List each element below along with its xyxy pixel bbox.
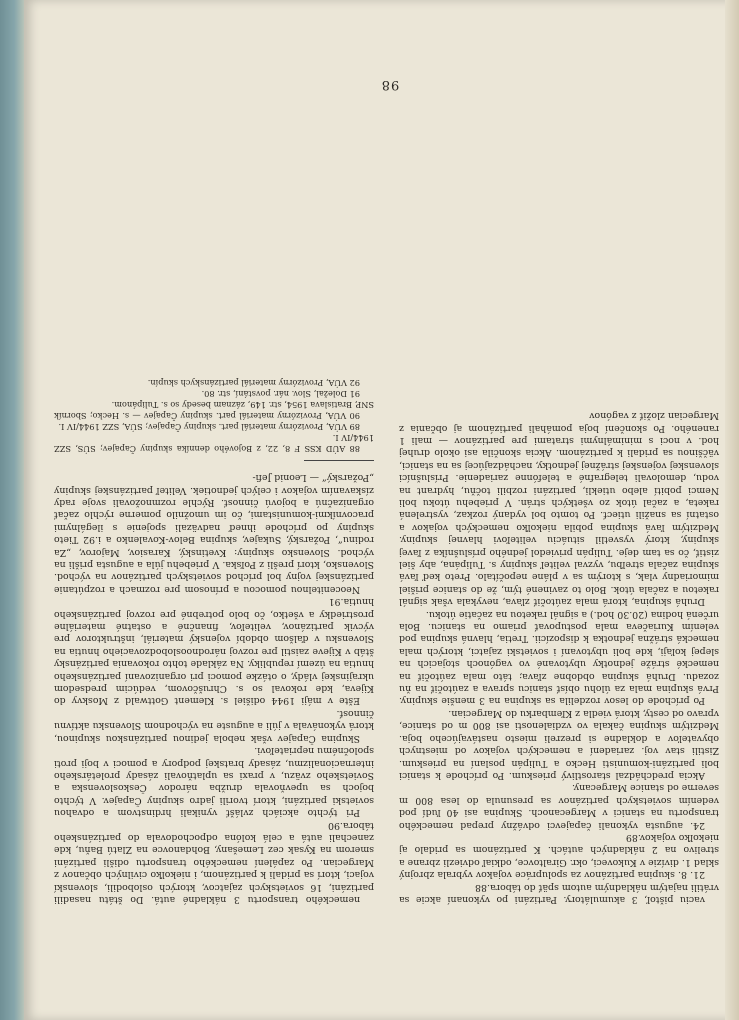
upside-down-page-content bbox=[24, 0, 739, 1020]
paragraph: Skupina Čapajev však nebola jedinou partizánskou skupinou, ktorá vykonávala v júli a auguste na východnom Slovensku aktívnu činnosť. bbox=[54, 707, 374, 744]
paragraph: vaciu pištoľ, 3 akumulátory. Partizáni po vykonaní akcie sa vrátili najatým nákladným autom späť do tábora.88 bbox=[399, 881, 719, 905]
paragraph: Po príchode do lesov rozdelila sa skupina na 3 menšie skupiny. Prvá skupina mala za úlohu obísť stanicu sprava a zaútočiť na ňu zozadu. Druhá skupina obdobne zľava; táto mala zaútočiť na nemecké stráže jednotky ubytované vo vagónoch stojacich na slepej koľaji, kde boli ubytovaní i sovietski zajatci, ktorých mala nemecká strážna jednotka k dispozícii. Tretia, hlavná skupina pod velením Kuriačeva mala postupovať priamo na stanicu. Bola určená hodina (20.30 hod.) a signál raketou na začatie útoku. bbox=[399, 608, 719, 707]
footnote: 91 Doležal, Slov. nár. povstání, str. 80. bbox=[201, 388, 360, 399]
second-text-column bbox=[54, 377, 374, 905]
paragraph: 21. 8. skupina partizánov za spolupráce vojakov vybrala zbrojný sklad 1. divízie v Kukoveci, okr. Giraltovce, odkiaľ odviezli zbrane a strelivo na 2 nákladných autách. K partizánom sa pridalo aj niekoľko vojakov.89 bbox=[399, 831, 719, 881]
footnote-divider bbox=[304, 460, 374, 461]
paragraph: nemeckého transportu 3 nákladné autá. Do štátu nasadili partizáni, 16 sovietskych zajatcov, ktorých oslobodili, slovenskí vojaci, ktorí sa pridali k partizánom, i niekoľko civilných občanov z Margecian. Po zapálení nemeckého transportu odišli partizáni smerom na Kysak cez Lemešany, Bohdanovce na Zlatú Baňu, kde zanechali autá a celá kolóna odpochodovala do partizánskeho tábora.90 bbox=[54, 819, 374, 905]
paragraph: Pri týchto akciách zvlášť vynikali hrdinstvom a odvahou sovietski partizáni, ktorí tvorili jadro skupiny Čapajev. V týchto bojoch sa upevňovala družba národov Československa a Sovietskeho zväzu, v praxi sa uplatňovali zásady proletárskeho internacionalizmu, zásady bratskej podpory a pomoci v boji proti spoločnému nepriateľovi. bbox=[54, 745, 374, 819]
footnote: 88 AÚD KSS F 8, 22, z Bojového denníka skupiny Čapajev; SÚS, SZZ 1944/IV I. bbox=[54, 432, 374, 454]
book-binding bbox=[0, 0, 24, 1020]
paragraph: Akcia predchádzal starostlivý prieskum. Po príchode k stanici boli partizáni-komunisti Hecko a Tulipán poslaní na prieskum. Zistili stav voj. zariadení a nemeckých vojakov od miestnych obyvateľov a dokladne si prezreli miesto nastávajúceho boja. Medzitým skupina čakala vo vzdialenosti asi 800 m od stanice, vpravo od cesty, ktorá viedla z Kľembarku do Margecian. bbox=[399, 707, 719, 781]
footnote: 89 VÚA, Provizórny materiál part. skupiny Čapajev; SÚA, SZZ 1944/IV I. bbox=[58, 421, 360, 432]
paragraph: Neocenitelnou pomocou a prínosom pre rozmach a rozpútanie partizánskej vojny bol príchod sovietskych partizánov na východ. Slovensko, ktorí prešli z Poľska. V priebehu júla a augusta prišli na východ. Slovensko skupiny: Kvetinský, Karasiov, Majorov, „Za rodinu“, Požarský, Sukajev, skupina Belov-Kovalenko a i.92 Tieto skupiny po príchode ihneď nadväzali spojenie s ilegálnymi pracovníkmi-komunistami, čo im umožnilo pomerne rýchlo začať organizačnú a bojovú činnosť. Rýchle rozmnožovali svoje rady získavaním vojakov i celých jednotiek. Veliteľ partizánskej skupiny „Požarský“ — Leonid Jefi- bbox=[54, 472, 374, 595]
main-text-column bbox=[399, 409, 719, 905]
page-number: 98 bbox=[380, 77, 400, 92]
paragraph: 24. augusta vykonali čapajevci odvážny prepad nemeckého transportu na stanici v Margecanoch. Skupina asi 40 ľudí pod vedením sovietskych partizánov sa presunula do lesa 800 m severne od stanice Margecany. bbox=[399, 782, 719, 831]
footnote: 92 VÚA, Provizórny materiál partizánskych skupín. bbox=[147, 377, 360, 388]
paragraph: Ešte v máji 1944 odišiel s. Klement Gottwald z Moskvy do Kijeva, kde rokoval so s. Chruščovom, vedúcim predsedom ukrajinskej vlády, o otázke pomoci pri organizovaní partizánskeho hnutia na území republiky. Na základe tohto rokovania partizánsky štáb v Kijeve zaistil pre rozvoj národnooslobodzovacieho hnutia na Slovensku v ďalšom období vojenský materiál, inštruktorov pre výcvik partizánov, veliteľov, finančné a ostatné materiálne prostriedky a všetko, čo bolo potrebné pre rozvoj partizánskeho hnutia.91 bbox=[54, 596, 374, 707]
paragraph: Druhá skupina, ktorá mala zaútočiť zľava, nevykala však signál raketou a začala útok. Bolo to zavinené tým, že do stanice prišiel mimoriadny vlak, s ktorým sa v pláne nepočítalo. Preto keď ľavá skupina začala streľbu, vyzval veliteľ skupiny s. Tulipána, aby šiel zistiť, čo sa tam deje. Tulipán priviedol jedného príslušníka z ľavej skupiny, ktorý vysvetlil situáciu veliteľovi hlavnej skupiny. Medzitým ľavá skupina pobila niekoľko nemeckých vojakov a ostatní sa snažili utiecť. Po tomto bol vydaný rozkaz, vystrelená raketa, a začal útok zo všetkých strán. V priebehu útoku boli Nemci pobití alebo utiekli, partizáni rozbili točňu, hydrant na vodu, demolovali telegrafné a telefónne zariadenie. Príslušníci slovenskej vojenskej strážnej jednotky, nachádzajúcej sa na stanici, väčšinou sa pridali k partizánom. Akcia skončila asi okolo druhej hod. v noci s minimálnymi stratami pre partizánov — mali 1 raneného. Po skončení boja pomáhali partizánom aj občania z Margecian zložiť z vagónov bbox=[399, 410, 719, 608]
book-page bbox=[24, 0, 739, 1020]
footnote: 90 VÚA, Provizórny materiál part. skupiny Čapajev — s. Hecko; Sborník SNP, Bratislava 1954, str. 149, záznam besedy so s. Tulipánom. bbox=[54, 399, 374, 421]
